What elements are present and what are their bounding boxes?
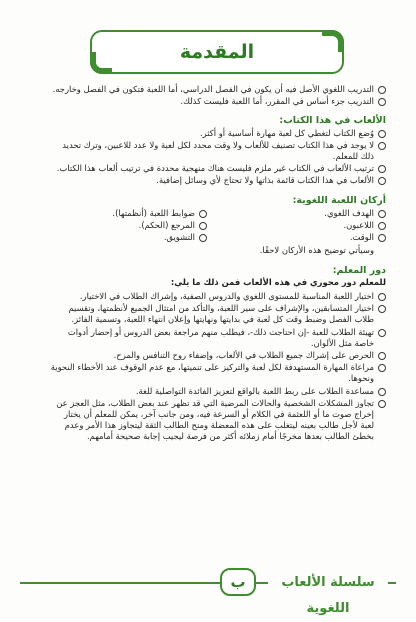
list-item: تجاوز المشكلات الشخصية والحالات المرضية التي قد تظهر عند بعض الطلاب، مثل العجز عن إخراج صوت ما أو اللعثمة في الكلام أو السرعة فيه، ومن جانب آخر، يمكن للمعلم أن يختار لعبة لأجل طالب بعينه ليتغلب على هذه المعضلة ومنح الطالب الثقة ليتجاوز هذا الأمر وعدم بخطئ الطالب بعدها مخرجًا أمام زملائه أكثر من فرصة ليجيب إجابة صحيحة أمامهم. [48,398,386,443]
bullet-icon [378,234,386,242]
list-item: ضوابط اللعبة (أنظمتها). [48,208,207,219]
bullet-icon [199,234,207,242]
list-item: التدريب اللغوي الأصل فيه أن يكون في الفصل الدراسي، أما اللعبة فتكون في الفصل وخارجه. [48,84,386,95]
section-heading: أركان اللعبة اللغوية: [292,194,386,206]
bullet-icon [199,222,207,230]
bullet-icon [378,352,386,360]
bullet-icon [378,142,386,150]
page-title: المقدمة [179,41,255,63]
bullet-icon [378,165,386,173]
series-title: سلسلة الألعاب اللغوية [268,570,388,596]
bullet-icon [378,329,386,337]
bullet-icon [378,222,386,230]
list-item: تهيئة الطلاب للعبة -إن احتاجت ذلك-، فيطلب منهم مراجعة بعض الدروس أو إحضار أدوات خاصة مثل الألوان. [48,327,386,349]
page-footer [0,566,416,616]
list-item: التدريب جزء أساس في المقرر، أما اللعبة فليست كذلك. [48,96,386,107]
bullet-icon [378,98,386,106]
list-item: اختيار اللعبة المناسبة للمستوى اللغوي والدروس الصفية، وإشراك الطلاب في الاختيار. [48,291,386,302]
bullet-icon [378,305,386,313]
bullet-icon [378,210,386,218]
list-item: الوقت. [227,232,386,243]
section-heading: الألعاب في هذا الكتاب: [279,115,386,127]
list-item: الهدف اللغوي. [227,208,386,219]
list-item: لا يوجد في هذا الكتاب تصنيف للألعاب ولا وقت محدد لكل لعبة ولا عدد للاعبين، وترك تحديد ذلك للمعلم. [48,140,386,162]
pillars-grid [48,208,386,245]
bullet-icon [378,388,386,396]
bullet-icon [378,400,386,408]
list-item: الألعاب في هذا الكتاب قائمة بذاتها ولا تحتاج لأي وسائل إضافية. [48,175,386,186]
list-item: التشويق. [48,232,207,243]
section-lead: للمعلم دور محوري في هذه الألعاب فمن ذلك ما يلي: [170,276,386,287]
bullet-icon [199,210,207,218]
title-box [90,30,344,74]
list-item: اللاعبون. [227,220,386,231]
list-item: اختيار المتسابقين، والإشراف على سير اللعبة، والتأكد من امتثال الجميع لأنظمتها، وتقسيم طلاب الفصل وضبط وقت كل لعبة في بدايتها ونهايتها وإعلان انتهاء اللعبة، وتسمية الفائز. [48,303,386,325]
page-number: ب [220,568,256,596]
bullet-icon [378,293,386,301]
bullet-icon [378,177,386,185]
list-item: مراعاة المهارة المستهدفة لكل لعبة والتركيز على تنميتها، مع عدم الوقوف عند الأخطاء النحوية ونحوها. [48,362,386,384]
page-content [48,84,386,444]
section-heading: دور المعلم: [332,264,386,276]
pillars-note: وسيأتي توضيح هذه الأركان لاحقًا. [259,245,374,256]
bullet-icon [378,364,386,372]
bullet-icon [378,86,386,94]
list-item: مساعدة الطلاب على ربط اللعبة بالواقع لتعزيز الفائدة التواصلية للغة. [48,386,386,397]
list-item: المرجع (الحكم). [48,220,207,231]
list-item: ترتيب الألعاب في الكتاب غير ملزم فليست هناك منهجية محددة في ترتيب ألعاب هذا الكتاب. [48,163,386,174]
list-item: الحرص على إشراك جميع الطلاب في الألعاب، وإضفاء روح التنافس والمرح. [48,350,386,361]
list-item: وُضع الكتاب لتغطي كل لعبة مهارة أساسية أو أكثر. [48,128,386,139]
bullet-icon [378,130,386,138]
